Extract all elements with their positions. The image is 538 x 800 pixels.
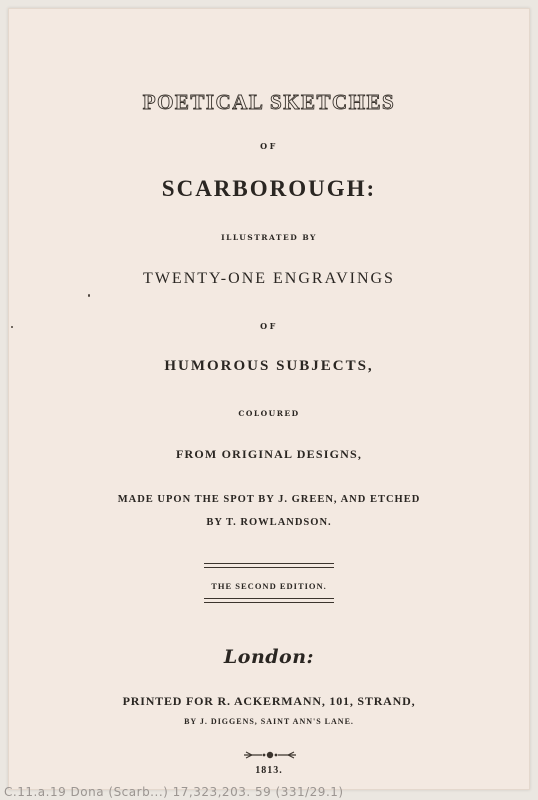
rule-top-1 [204, 563, 334, 564]
place-name: SCARBOROUGH: [161, 176, 377, 201]
shelfmark-annotation: C.11.a.19 Dona (Scarb...) 17,323,203. 59 (331/29.1) [4, 785, 344, 799]
etched-by-line: BY T. ROWLANDSON. [206, 517, 332, 528]
printer-line: PRINTED FOR R. ACKERMANN, 101, STRAND, [122, 694, 416, 708]
seller-line: BY J. DIGGENS, SAINT ANN'S LANE. [184, 717, 354, 726]
publication-year: 1813. [255, 765, 283, 776]
coloured-line: COLOURED [238, 409, 300, 418]
of-line-2: OF [260, 321, 278, 331]
engravings-line: TWENTY-ONE ENGRAVINGS [143, 270, 395, 287]
edition-line: THE SECOND EDITION. [211, 581, 327, 591]
rule-bottom-2 [204, 602, 334, 603]
rule-top-2 [204, 567, 334, 568]
subjects-line: HUMOROUS SUBJECTS, [164, 358, 374, 374]
paper-speck [88, 294, 90, 297]
of-line-1: OF [260, 141, 278, 151]
paper-speck [11, 326, 13, 328]
title-page [8, 8, 530, 790]
illustrated-by-line: ILLUSTRATED BY [221, 233, 317, 242]
ornament-icon [242, 748, 298, 762]
book-title: POETICAL SKETCHES [142, 90, 396, 114]
rule-bottom-1 [204, 598, 334, 599]
made-upon-line: MADE UPON THE SPOT BY J. GREEN, AND ETCHED [117, 494, 421, 505]
city-imprint: London: [223, 646, 315, 668]
designs-line: FROM ORIGINAL DESIGNS, [175, 447, 363, 461]
